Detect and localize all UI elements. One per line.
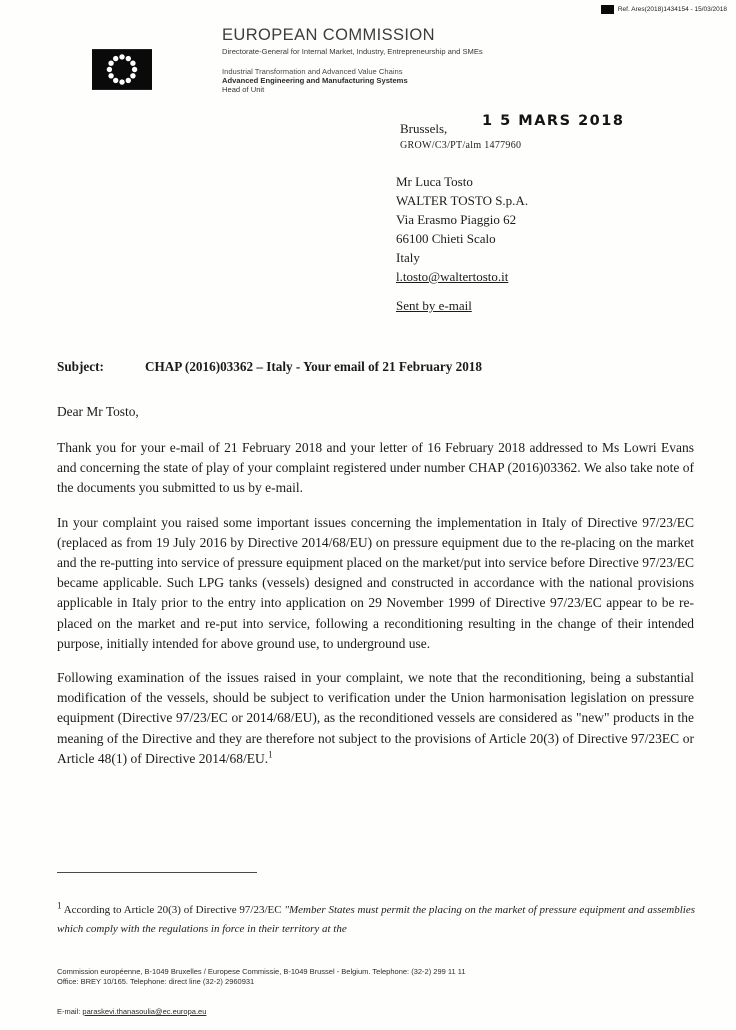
ares-ref-text: Ref. Ares(2018)1434154 - 15/03/2018 [617, 6, 727, 13]
subject-row [57, 359, 697, 375]
eu-flag-logo [92, 48, 152, 91]
directorate-general-line: Directorate-General for Internal Market, Industry, Entrepreneurship and SMEs [222, 47, 483, 56]
footnote-marker: 1 [268, 749, 273, 760]
recipient-country: Italy [396, 250, 420, 265]
footnote-quote: "Member States must permit the placing on the market of pressure equipment and assemblies which comply with the regulations in force in their territory at the [57, 904, 695, 935]
footnote-intro: According to Article 20(3) of Directive 97/23/EC [63, 904, 285, 916]
recipient-address-block [396, 172, 528, 286]
eu-flag-icon [92, 48, 152, 91]
ares-registration-stamp [601, 5, 727, 14]
recipient-name: Mr Luca Tosto [396, 174, 473, 189]
paragraph-1: Thank you for your e-mail of 21 February 2018 and your letter of 16 February 2018 addressed to Ms Lowri Evans and concerning the state of play of your complaint registered under number CHAP (2016)03362. We also take note of the documents you submitted to us by e-mail. [57, 440, 694, 496]
footnote-number: 1 [57, 900, 62, 911]
department-line: Industrial Transformation and Advanced Value Chains [222, 67, 403, 76]
letterhead [222, 26, 483, 94]
footer-email-line [57, 1007, 206, 1016]
unit-line: Advanced Engineering and Manufacturing Systems [222, 76, 408, 85]
footer-email-label: E-mail: [57, 1007, 83, 1016]
subject-text: CHAP (2016)03362 – Italy - Your email of 21 February 2018 [145, 359, 482, 374]
head-of-unit-line: Head of Unit [222, 85, 265, 94]
recipient-company: WALTER TOSTO S.p.A. [396, 193, 529, 208]
footer-office-line: Office: BREY 10/165. Telephone: direct line (32-2) 2960931 [57, 977, 255, 986]
recipient-street: Via Erasmo Piaggio 62 [396, 212, 517, 227]
paragraph-3: Following examination of the issues raised in your complaint, we note that the reconditioning, being a substantial modification of the vessels, should be subject to verification under the Union harmonisation legislation on pressure equipment (Directive 97/23/EC or 2014/68/EU), as the reconditioned vessels are considered as "new" products in the meaning of the Directive and they are therefore not subject to the provisions of Article 20(3) of Directive 97/23EC or Article 48(1) of Directive 2014/68/EU.$^1$ [57, 670, 694, 766]
institution-name: EUROPEAN COMMISSION [222, 26, 435, 44]
subject-label: Subject: [57, 359, 104, 374]
place-line: Brussels, [400, 121, 448, 136]
salutation: Dear Mr Tosto, [57, 404, 139, 419]
recipient-city: 66100 Chieti Scalo [396, 231, 496, 246]
footnote-separator-rule [57, 872, 257, 873]
delivery-note: Sent by e-mail [396, 298, 472, 313]
barcode-square-icon [601, 5, 614, 14]
registry-reference: GROW/C3/PT/alm 1477960 [400, 140, 522, 151]
footnote [57, 901, 695, 939]
recipient-email: l.tosto@waltertosto.it [396, 269, 509, 284]
footer-email-address: paraskevi.thanasoulia@ec.europa.eu [82, 1007, 207, 1016]
date-stamp: 1 5 MARS 2018 [482, 113, 625, 129]
letter-body [57, 438, 694, 783]
commission-footer [57, 967, 677, 987]
footer-address-line: Commission européenne, B-1049 Bruxelles / Europese Commissie, B-1049 Brussel - Belgium. Telephone: (32-2) 299 11 11 [57, 967, 466, 976]
paragraph-2: In your complaint you raised some important issues concerning the implementation in Italy of Directive 97/23/EC (replaced as from 19 July 2016 by Directive 2014/68/EU) on pressure equipment due to the re-placing on the market and the re-putting into service of pressure equipment placed on the market/put into service before Directive 97/23/EC became applicable. Such LPG tanks (vessels) designed and constructed in accordance with the national provisions applicable in Italy prior to the entry into application on 29 November 1999 of Directive 97/23/EC appear to be re-placed on the market and re-put into service, following a reconditioning resulting in the change of their intended purpose, initially intended for above ground use, to underground use. [57, 514, 694, 651]
